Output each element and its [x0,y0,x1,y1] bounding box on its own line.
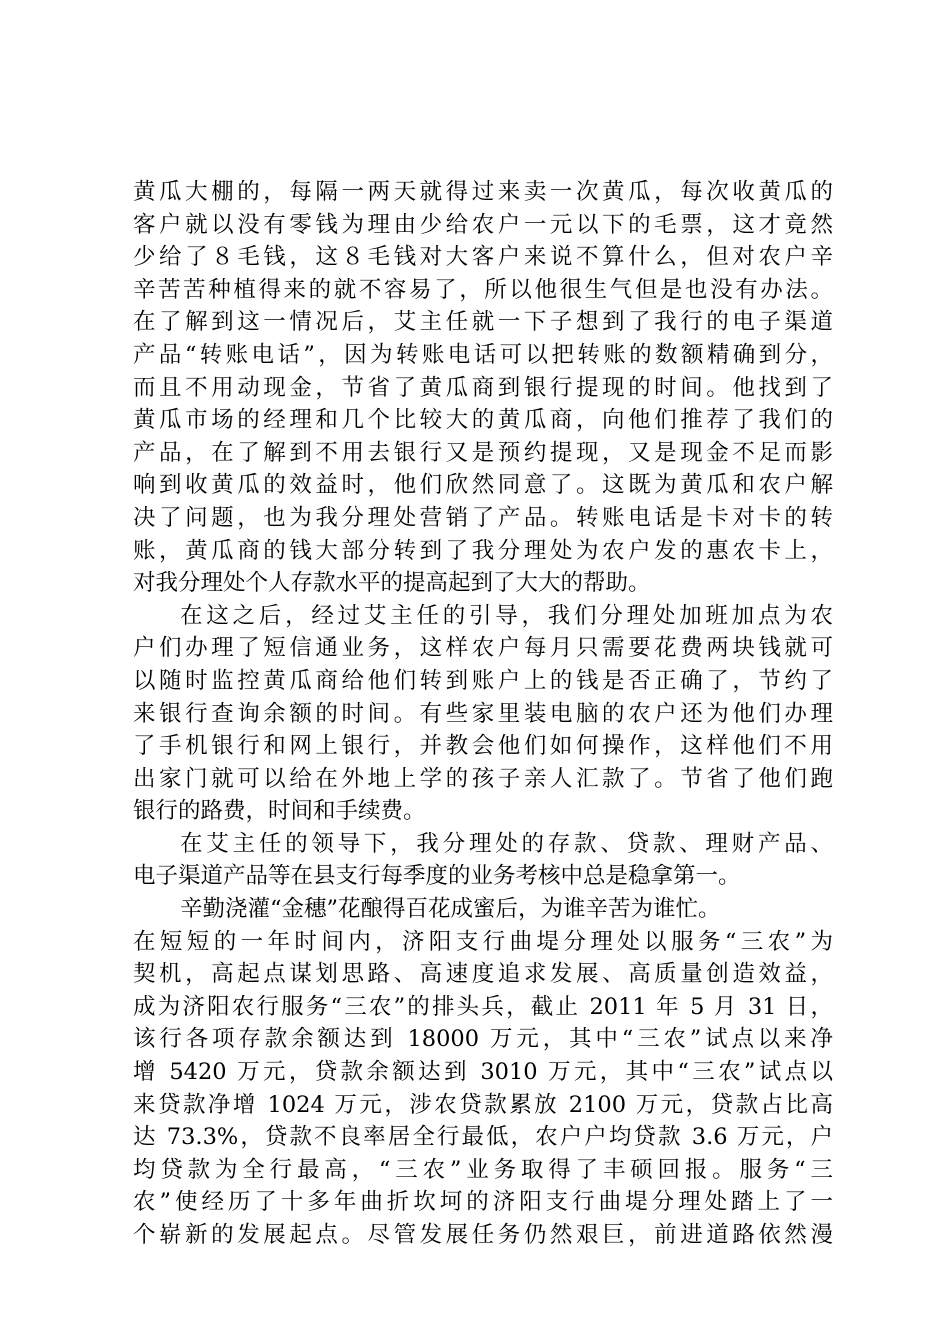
text-line: 出家门就可以给在外地上学的孩子亲人汇款了。节省了他们跑 [133,765,833,792]
text-line: 增 5420 万元，贷款余额达到 3010 万元，其中“三农”试点以 [133,1059,833,1086]
text-line: 在这之后，经过艾主任的引导，我们分理处加班加点为农 [180,602,833,629]
text-line: 银行的路费，时间和手续费。 [133,798,426,825]
text-line: 成为济阳农行服务“三农”的排头兵，截止 2011 年 5 月 31 日， [133,993,833,1020]
text-line: 达 73.3%，贷款不良率居全行最低，农户户均贷款 3.6 万元，户 [133,1124,833,1151]
text-line: 来贷款净增 1024 万元，涉农贷款累放 2100 万元，贷款占比高 [133,1091,833,1118]
text-line: 黄瓜大棚的，每隔一两天就得过来卖一次黄瓜，每次收黄瓜的 [133,179,833,205]
text-line: 户们办理了短信通业务，这样农户每月只需要花费两块钱就可 [133,635,833,662]
text-line: 决了问题，也为我分理处营销了产品。转账电话是卡对卡的转 [133,504,833,531]
text-line: 了手机银行和网上银行，并教会他们如何操作，这样他们不用 [133,733,833,760]
text-line: 在短短的一年时间内，济阳支行曲堤分理处以服务“三农”为 [133,928,833,955]
text-line: 少给了８毛钱，这８毛钱对大客户来说不算什么，但对农户辛 [133,244,833,271]
text-line: 电子渠道产品等在县支行每季度的业务考核中总是稳拿第一。 [133,863,741,890]
text-line: 均贷款为全行最高，“三农”业务取得了丰硕回报。服务“三 [133,1156,833,1183]
text-line: 契机，高起点谋划思路、高速度追求发展、高质量创造效益， [133,961,833,988]
text-line: 黄瓜市场的经理和几个比较大的黄瓜商，向他们推荐了我们的 [133,407,833,434]
text-line: 农”使经历了十多年曲折坎坷的济阳支行曲堤分理处踏上了一 [133,1189,833,1216]
text-line: 辛勤浇灌“金穗”花酿得百花成蜜后，为谁辛苦为谁忙。 [180,896,721,923]
text-line: 该行各项存款余额达到 18000 万元，其中“三农”试点以来净 [133,1026,833,1053]
text-line: 而且不用动现金，节省了黄瓜商到银行提现的时间。他找到了 [133,374,833,401]
text-line: 客户就以没有零钱为理由少给农户一元以下的毛票，这才竟然 [133,211,833,238]
text-line: 产品“转账电话”，因为转账电话可以把转账的数额精确到分， [133,341,833,368]
text-line: 账，黄瓜商的钱大部分转到了我分理处为农户发的惠农卡上， [133,537,833,564]
text-line: 对我分理处个人存款水平的提高起到了大大的帮助。 [133,570,651,597]
text-line: 在艾主任的领导下，我分理处的存款、贷款、理财产品、 [180,830,833,857]
text-line: 辛苦苦种植得来的就不容易了，所以他很生气但是也没有办法。 [133,276,833,303]
text-line: 个崭新的发展起点。尽管发展任务仍然艰巨，前进道路依然漫 [133,1222,833,1248]
text-line: 来银行查询余额的时间。有些家里装电脑的农户还为他们办理 [133,700,833,727]
document-body [133,176,833,1252]
text-line: 以随时监控黄瓜商给他们转到账户上的钱是否正确了，节约了 [133,667,833,694]
text-line: 在了解到这一情况后，艾主任就一下子想到了我行的电子渠道 [133,309,833,336]
text-line: 产品，在了解到不用去银行又是预约提现，又是现金不足而影 [133,439,833,466]
text-line: 响到收黄瓜的效益时，他们欣然同意了。这既为黄瓜和农户解 [133,472,833,499]
